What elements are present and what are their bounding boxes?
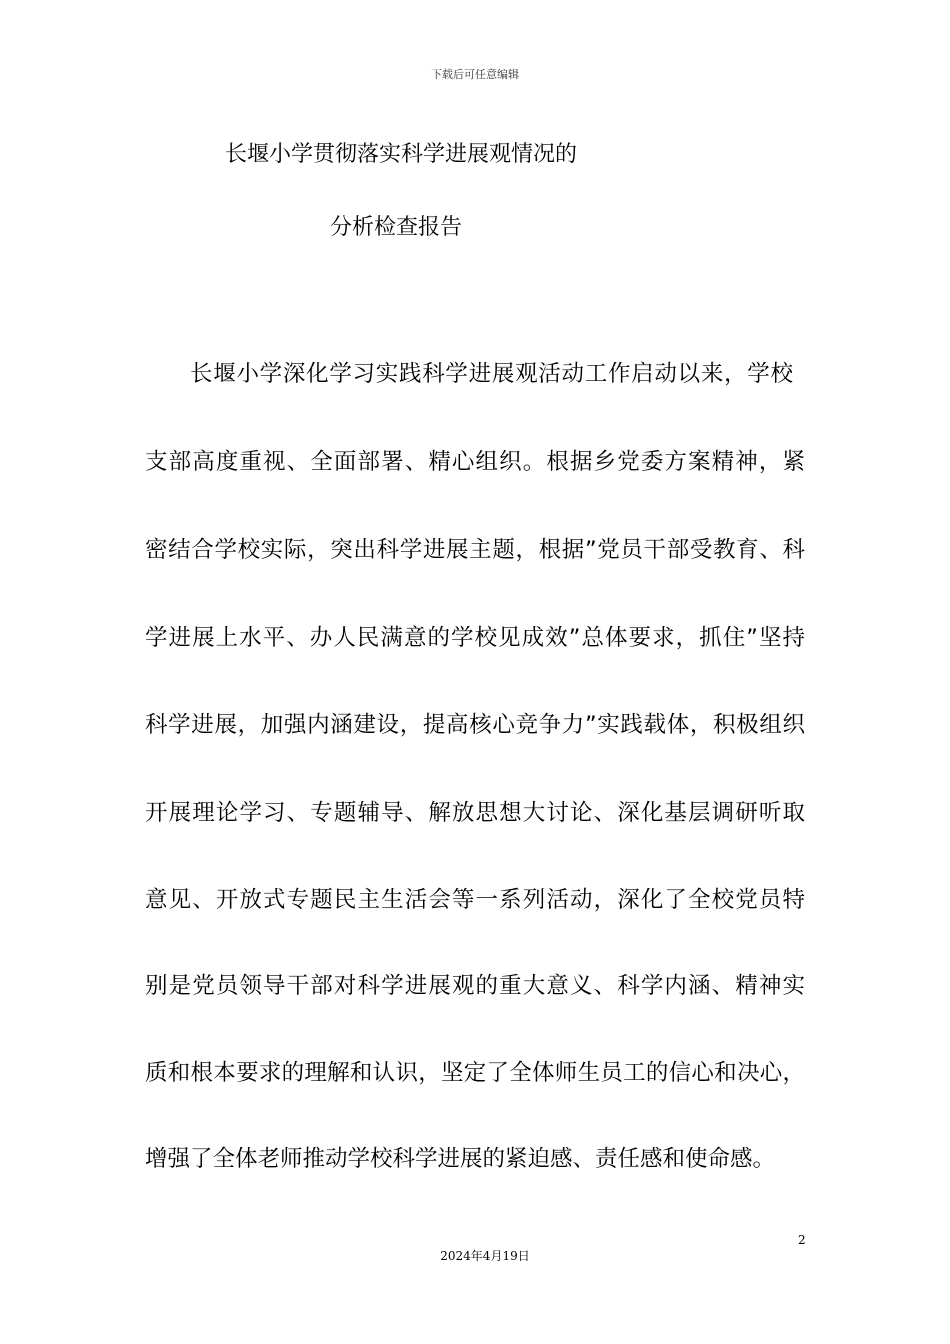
document-title-line-2: 分析检查报告 — [330, 215, 463, 240]
paragraph-line: 开展理论学习、专题辅导、解放思想大讨论、深化基层调研听取 — [145, 800, 805, 826]
paragraph-line: 学进展上水平、办人民满意的学校见成效”总体要求，抓住”坚持 — [145, 625, 805, 651]
header-note: 下载后可任意编辑 — [431, 68, 519, 81]
paragraph-line: 科学进展，加强内涵建设，提高核心竞争力”实践载体，积极组织 — [145, 712, 805, 738]
paragraph-line: 别是党员领导干部对科学进展观的重大意义、科学内涵、精神实 — [145, 973, 805, 999]
paragraph-line: 长堰小学深化学习实践科学进展观活动工作启动以来，学校 — [190, 361, 793, 387]
document-title-line-1: 长堰小学贯彻落实科学进展观情况的 — [225, 142, 578, 167]
footer-date: 2024年4月19日 — [440, 1249, 530, 1263]
paragraph-line: 密结合学校实际，突出科学进展主题，根据”党员干部受教育、科 — [145, 537, 805, 563]
paragraph-line: 增强了全体老师推动学校科学进展的紧迫感、责任感和使命感。 — [145, 1146, 776, 1172]
paragraph-line: 意见、开放式专题民主生活会等一系列活动，深化了全校党员特 — [145, 887, 805, 913]
paragraph-line: 质和根本要求的理解和认识，坚定了全体师生员工的信心和决心， — [145, 1060, 805, 1086]
paragraph-line: 支部高度重视、全面部署、精心组织。根据乡党委方案精神，紧 — [145, 449, 805, 475]
page-number: 2 — [798, 1233, 806, 1247]
